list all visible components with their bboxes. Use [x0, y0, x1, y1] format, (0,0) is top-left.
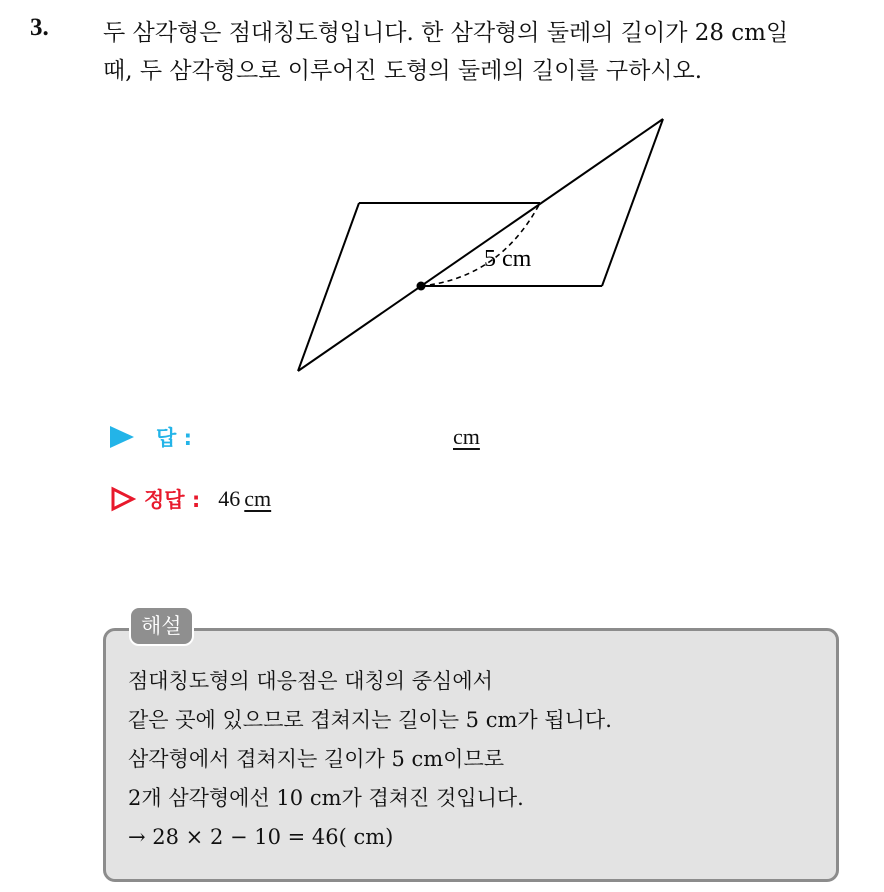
answer-unit: cm	[453, 424, 480, 449]
answer-row	[110, 420, 192, 454]
solution-line-5: → 28 × 2 − 10 = 46( cm)	[128, 825, 394, 849]
solution-line-1: 점대칭도형의 대응점은 대칭의 중심에서	[128, 669, 493, 693]
symmetry-center-point	[417, 282, 426, 291]
correct-answer-value: 46	[218, 486, 241, 511]
overlap-length-label: 5 cm	[484, 246, 532, 272]
solution-line-2: 같은 곳에 있으므로 겹쳐지는 길이는 5 cm가 됩니다.	[128, 708, 612, 732]
question-number: 3.	[30, 14, 49, 41]
solution-line-4: 2개 삼각형에선 10 cm가 겹쳐진 것입니다.	[128, 786, 524, 810]
solution-text	[128, 662, 828, 857]
triangle-b-right-edge	[602, 119, 663, 286]
correct-answer-label: 정답 :	[144, 488, 201, 512]
play-triangle-icon	[110, 426, 134, 448]
diagonal-edge	[298, 119, 663, 371]
point-symmetric-figure	[0, 0, 884, 420]
solution-tab: 해설	[129, 606, 194, 646]
outline-triangle-icon	[110, 486, 136, 512]
correct-answer-row	[110, 482, 271, 516]
question-line-2: 때, 두 삼각형으로 이루어진 도형의 둘레의 길이를 구하시오.	[103, 58, 703, 84]
triangle-a-left-edge	[298, 203, 359, 371]
answer-label: 답 :	[156, 426, 192, 450]
question-line-1: 두 삼각형은 점대칭도형입니다. 한 삼각형의 둘레의 길이가 28 cm일	[103, 20, 789, 46]
solution-line-3: 삼각형에서 겹쳐지는 길이가 5 cm이므로	[128, 747, 505, 771]
correct-answer-unit: cm	[244, 486, 272, 511]
